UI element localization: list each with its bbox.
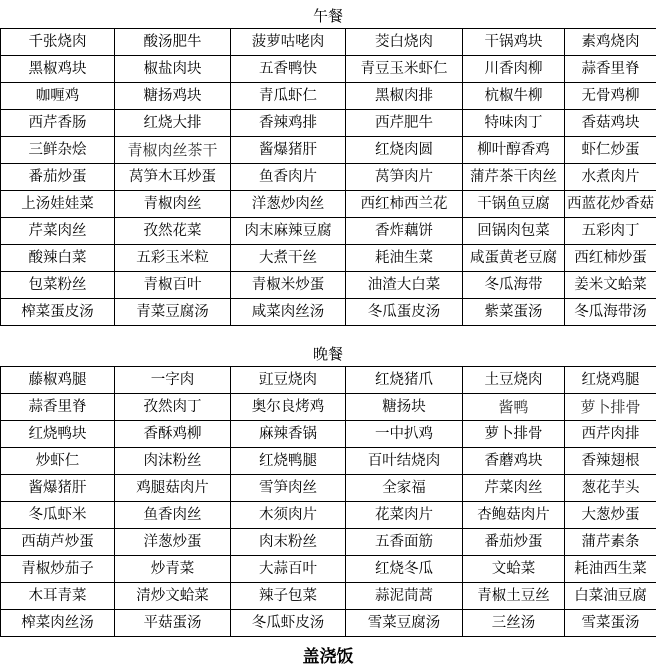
dinner-dish-cell: 木耳青菜 <box>1 583 115 610</box>
lunch-dish-cell: 青豆玉米虾仁 <box>346 56 463 83</box>
dinner-dish-cell: 大葱炒蛋 <box>565 502 656 529</box>
lunch-dish-cell: 西芹香肠 <box>1 110 115 137</box>
lunch-dish-cell: 咸菜肉丝汤 <box>231 299 346 326</box>
lunch-dish-cell: 五香鸭快 <box>231 56 346 83</box>
lunch-dish-cell: 包菜粉丝 <box>1 272 115 299</box>
dinner-dish-cell: 红烧鸭块 <box>1 421 115 448</box>
lunch-menu-row <box>1 245 656 272</box>
lunch-dish-cell: 青椒百叶 <box>115 272 231 299</box>
rice-bowl-section-title: 盖浇饭 <box>302 647 354 667</box>
lunch-dish-cell: 莴笋肉片 <box>346 164 463 191</box>
dinner-dish-cell: 花菜肉片 <box>346 502 463 529</box>
lunch-dish-cell: 茭白烧肉 <box>346 29 463 56</box>
lunch-dish-cell: 咖喱鸡 <box>1 83 115 110</box>
dinner-menu-row <box>1 502 656 529</box>
lunch-menu-row <box>1 191 656 218</box>
lunch-dish-cell: 回锅肉包菜 <box>463 218 565 245</box>
lunch-dish-cell: 西芹肥牛 <box>346 110 463 137</box>
dinner-section-title: 晚餐 <box>312 345 343 363</box>
dinner-menu-table <box>0 366 656 637</box>
dinner-dish-cell: 百叶结烧肉 <box>346 448 463 475</box>
lunch-dish-cell: 香炸藕饼 <box>346 218 463 245</box>
lunch-menu-row <box>1 299 656 326</box>
dinner-dish-cell: 雪菜蛋汤 <box>565 610 656 637</box>
dinner-dish-cell: 冬瓜虾米 <box>1 502 115 529</box>
dinner-dish-cell: 雪菜豆腐汤 <box>346 610 463 637</box>
dinner-menu-row <box>1 394 656 421</box>
dinner-dish-cell: 番茄炒蛋 <box>463 529 565 556</box>
dinner-dish-cell: 耗油西生菜 <box>565 556 656 583</box>
dinner-dish-cell: 冬瓜虾皮汤 <box>231 610 346 637</box>
dinner-dish-cell: 香辣翅根 <box>565 448 656 475</box>
lunch-dish-cell: 西红柿炒蛋 <box>565 245 656 272</box>
lunch-dish-cell: 水煮肉片 <box>565 164 656 191</box>
dinner-dish-cell: 炒青菜 <box>115 556 231 583</box>
dinner-menu-row <box>1 556 656 583</box>
lunch-menu-row <box>1 56 656 83</box>
lunch-dish-cell: 川香肉柳 <box>463 56 565 83</box>
dinner-dish-cell: 麻辣香锅 <box>231 421 346 448</box>
lunch-dish-cell: 三鲜杂烩 <box>1 137 115 164</box>
lunch-dish-cell: 耗油生菜 <box>346 245 463 272</box>
dinner-dish-cell: 蒲芹素条 <box>565 529 656 556</box>
dinner-dish-cell: 木须肉片 <box>231 502 346 529</box>
lunch-menu-row <box>1 137 656 164</box>
dinner-dish-cell: 香酥鸡柳 <box>115 421 231 448</box>
lunch-dish-cell: 蒲芹茶干肉丝 <box>463 164 565 191</box>
dinner-dish-cell: 肉末粉丝 <box>231 529 346 556</box>
lunch-dish-cell: 香辣鸡排 <box>231 110 346 137</box>
dinner-menu-row <box>1 475 656 502</box>
lunch-dish-cell: 红烧肉圆 <box>346 137 463 164</box>
dinner-dish-cell: 平菇蛋汤 <box>115 610 231 637</box>
lunch-dish-cell: 蒜香里脊 <box>565 56 656 83</box>
dinner-dish-cell: 全家福 <box>346 475 463 502</box>
lunch-dish-cell: 青椒米炒蛋 <box>231 272 346 299</box>
lunch-dish-cell: 糖扬鸡块 <box>115 83 231 110</box>
dinner-dish-cell: 杏鲍菇肉片 <box>463 502 565 529</box>
lunch-dish-cell: 青椒肉丝茶干 <box>115 137 231 164</box>
lunch-dish-cell: 黑椒肉排 <box>346 83 463 110</box>
lunch-menu-row <box>1 272 656 299</box>
lunch-menu-row <box>1 83 656 110</box>
dinner-dish-cell: 一字肉 <box>115 367 231 394</box>
lunch-dish-cell: 青菜豆腐汤 <box>115 299 231 326</box>
lunch-dish-cell: 番茄炒蛋 <box>1 164 115 191</box>
dinner-dish-cell: 清炒文蛤菜 <box>115 583 231 610</box>
lunch-dish-cell: 紫菜蛋汤 <box>463 299 565 326</box>
lunch-section-title: 午餐 <box>312 7 343 25</box>
lunch-dish-cell: 榨菜蛋皮汤 <box>1 299 115 326</box>
dinner-dish-cell: 萝卜排骨 <box>565 394 656 421</box>
lunch-dish-cell: 洋葱炒肉丝 <box>231 191 346 218</box>
dinner-dish-cell: 豇豆烧肉 <box>231 367 346 394</box>
dinner-dish-cell: 芹菜肉丝 <box>463 475 565 502</box>
lunch-dish-cell: 咸蛋黄老豆腐 <box>463 245 565 272</box>
dinner-dish-cell: 白菜油豆腐 <box>565 583 656 610</box>
lunch-dish-cell: 特味肉丁 <box>463 110 565 137</box>
lunch-dish-cell: 千张烧肉 <box>1 29 115 56</box>
lunch-dish-cell: 芹菜肉丝 <box>1 218 115 245</box>
lunch-dish-cell: 酸汤肥牛 <box>115 29 231 56</box>
dinner-dish-cell: 炒虾仁 <box>1 448 115 475</box>
dinner-dish-cell: 青椒炒茄子 <box>1 556 115 583</box>
dinner-dish-cell: 五香面筋 <box>346 529 463 556</box>
dinner-menu-row <box>1 421 656 448</box>
lunch-dish-cell: 红烧大排 <box>115 110 231 137</box>
dinner-dish-cell: 西芹肉排 <box>565 421 656 448</box>
dinner-dish-cell: 鸡腿菇肉片 <box>115 475 231 502</box>
dinner-menu-row <box>1 610 656 637</box>
lunch-dish-cell: 五彩玉米粒 <box>115 245 231 272</box>
dinner-dish-cell: 奥尔良烤鸡 <box>231 394 346 421</box>
lunch-dish-cell: 柳叶醇香鸡 <box>463 137 565 164</box>
lunch-menu-row <box>1 110 656 137</box>
lunch-dish-cell: 椒盐肉块 <box>115 56 231 83</box>
dinner-dish-cell: 蒜香里脊 <box>1 394 115 421</box>
lunch-dish-cell: 姜米文蛤菜 <box>565 272 656 299</box>
lunch-dish-cell: 大煮干丝 <box>231 245 346 272</box>
lunch-dish-cell: 酱爆猪肝 <box>231 137 346 164</box>
lunch-dish-cell: 虾仁炒蛋 <box>565 137 656 164</box>
dinner-menu-row <box>1 529 656 556</box>
lunch-dish-cell: 冬瓜海带 <box>463 272 565 299</box>
lunch-dish-cell: 鱼香肉片 <box>231 164 346 191</box>
lunch-dish-cell: 干锅鱼豆腐 <box>463 191 565 218</box>
lunch-dish-cell: 西红柿西兰花 <box>346 191 463 218</box>
dinner-dish-cell: 蒜泥茼蒿 <box>346 583 463 610</box>
dinner-dish-cell: 红烧鸡腿 <box>565 367 656 394</box>
lunch-dish-cell: 冬瓜蛋皮汤 <box>346 299 463 326</box>
dinner-dish-cell: 青椒土豆丝 <box>463 583 565 610</box>
dinner-dish-cell: 鱼香肉丝 <box>115 502 231 529</box>
dinner-dish-cell: 藤椒鸡腿 <box>1 367 115 394</box>
dinner-dish-cell: 文蛤菜 <box>463 556 565 583</box>
dinner-dish-cell: 榨菜肉丝汤 <box>1 610 115 637</box>
dinner-dish-cell: 酱鸭 <box>463 394 565 421</box>
lunch-dish-cell: 肉末麻辣豆腐 <box>231 218 346 245</box>
lunch-menu-row <box>1 29 656 56</box>
dinner-dish-cell: 一中扒鸡 <box>346 421 463 448</box>
dinner-menu-row <box>1 583 656 610</box>
dinner-dish-cell: 土豆烧肉 <box>463 367 565 394</box>
dinner-dish-cell: 葱花芋头 <box>565 475 656 502</box>
lunch-dish-cell: 青瓜虾仁 <box>231 83 346 110</box>
dinner-dish-cell: 酱爆猪肝 <box>1 475 115 502</box>
lunch-dish-cell: 五彩肉丁 <box>565 218 656 245</box>
lunch-dish-cell: 杭椒牛柳 <box>463 83 565 110</box>
dinner-menu-row <box>1 367 656 394</box>
lunch-dish-cell: 油渣大白菜 <box>346 272 463 299</box>
lunch-dish-cell: 上汤娃娃菜 <box>1 191 115 218</box>
lunch-dish-cell: 黑椒鸡块 <box>1 56 115 83</box>
dinner-dish-cell: 三丝汤 <box>463 610 565 637</box>
dinner-dish-cell: 辣子包菜 <box>231 583 346 610</box>
lunch-dish-cell: 无骨鸡柳 <box>565 83 656 110</box>
dinner-dish-cell: 大蒜百叶 <box>231 556 346 583</box>
dinner-dish-cell: 红烧鸭腿 <box>231 448 346 475</box>
lunch-menu-row <box>1 164 656 191</box>
lunch-dish-cell: 孜然花菜 <box>115 218 231 245</box>
dinner-dish-cell: 西葫芦炒蛋 <box>1 529 115 556</box>
dinner-dish-cell: 肉沫粉丝 <box>115 448 231 475</box>
dinner-menu-row <box>1 448 656 475</box>
dinner-dish-cell: 红烧猪爪 <box>346 367 463 394</box>
lunch-dish-cell: 莴笋木耳炒蛋 <box>115 164 231 191</box>
lunch-dish-cell: 干锅鸡块 <box>463 29 565 56</box>
lunch-menu-row <box>1 218 656 245</box>
lunch-menu-table <box>0 28 656 326</box>
dinner-dish-cell: 红烧冬瓜 <box>346 556 463 583</box>
lunch-dish-cell: 酸辣白菜 <box>1 245 115 272</box>
lunch-dish-cell: 素鸡烧肉 <box>565 29 656 56</box>
dinner-dish-cell: 萝卜排骨 <box>463 421 565 448</box>
lunch-dish-cell: 冬瓜海带汤 <box>565 299 656 326</box>
lunch-dish-cell: 香菇鸡块 <box>565 110 656 137</box>
lunch-dish-cell: 西蓝花炒香菇 <box>565 191 656 218</box>
lunch-dish-cell: 青椒肉丝 <box>115 191 231 218</box>
dinner-dish-cell: 糖扬块 <box>346 394 463 421</box>
dinner-dish-cell: 雪笋肉丝 <box>231 475 346 502</box>
dinner-dish-cell: 洋葱炒蛋 <box>115 529 231 556</box>
dinner-dish-cell: 孜然肉丁 <box>115 394 231 421</box>
lunch-dish-cell: 菠萝咕咾肉 <box>231 29 346 56</box>
dinner-dish-cell: 香蘑鸡块 <box>463 448 565 475</box>
